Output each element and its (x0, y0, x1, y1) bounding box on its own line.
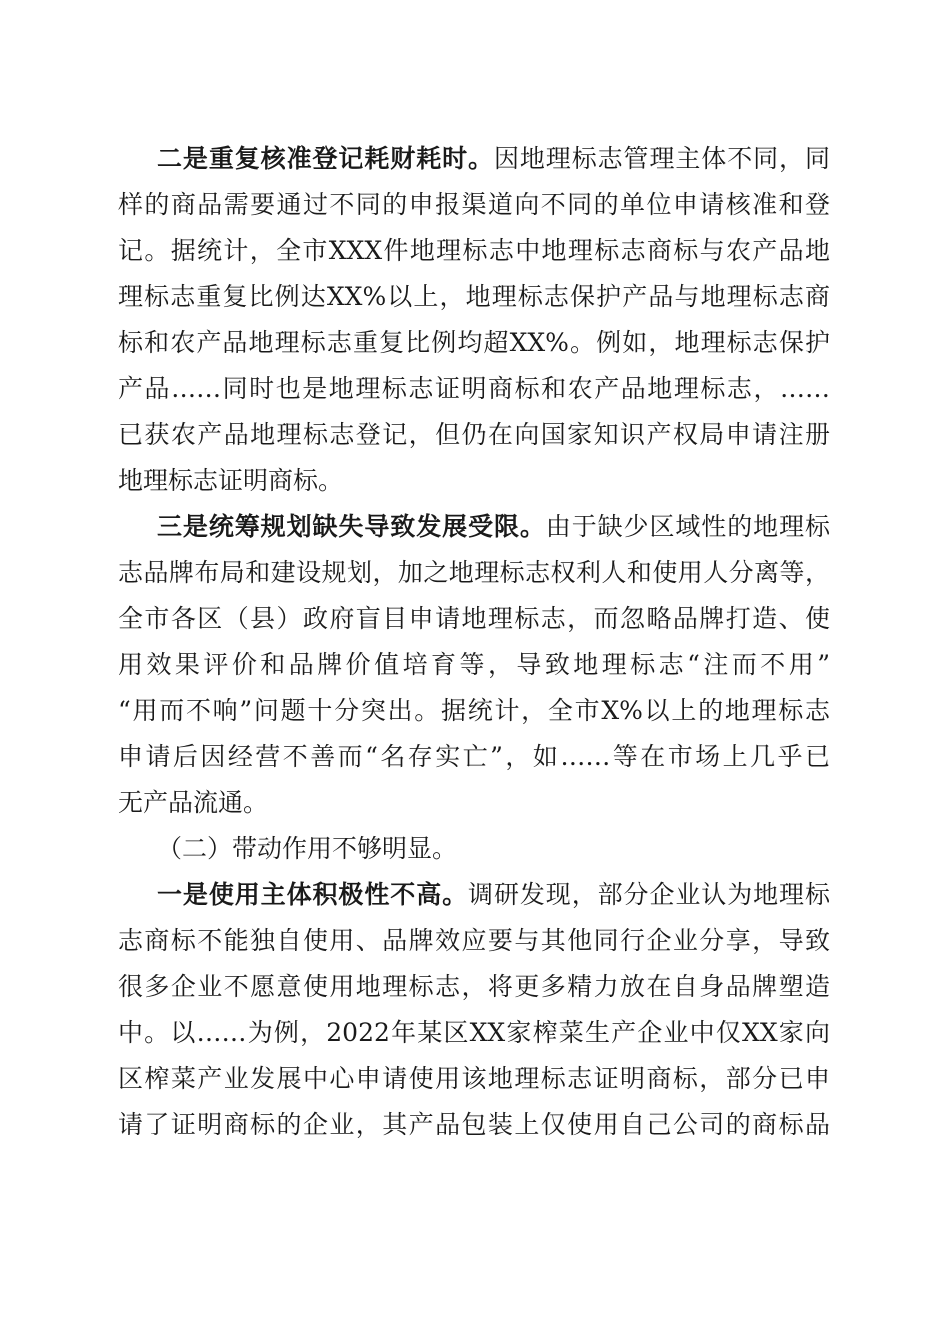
paragraph-line: 二是重复核准登记耗财耗时。因地理标志管理主体不同，同 (157, 144, 830, 173)
paragraph-line: 三是统筹规划缺失导致发展受限。由于缺少区域性的地理标 (157, 512, 830, 541)
paragraph-line: 一是使用主体积极性不高。调研发现，部分企业认为地理标 (157, 880, 830, 909)
paragraph-line: 标和农产品地理标志重复比例均超XX%。例如，地理标志保护 (118, 328, 830, 357)
paragraph-line: 请了证明商标的企业，其产品包装上仅使用自己公司的商标品 (118, 1110, 830, 1139)
paragraph-line: 全市各区（县）政府盲目申请地理标志，而忽略品牌打造、使 (118, 604, 830, 633)
paragraph-line: 志品牌布局和建设规划，加之地理标志权利人和使用人分离等， (118, 558, 830, 587)
paragraph-line: 申请后因经营不善而“名存实亡”，如……等在市场上几乎已 (118, 742, 830, 771)
paragraph-line: 中。以……为例，2022年某区XX家榨菜生产企业中仅XX家向 (118, 1018, 830, 1047)
paragraph-line: 很多企业不愿意使用地理标志，将更多精力放在自身品牌塑造 (118, 972, 830, 1001)
paragraph-line: 理标志重复比例达XX%以上，地理标志保护产品与地理标志商 (118, 282, 830, 311)
paragraph-line: 用效果评价和品牌价值培育等，导致地理标志“注而不用” (118, 650, 830, 679)
section-heading: （二）带动作用不够明显。 (157, 834, 458, 863)
paragraph-line: 区榨菜产业发展中心申请使用该地理标志证明商标，部分已申 (118, 1064, 830, 1093)
paragraph-lead: 三是统筹规划缺失导致发展受限。 (157, 512, 546, 541)
paragraph-line: 地理标志证明商标。 (118, 466, 344, 495)
paragraph-line: 产品……同时也是地理标志证明商标和农产品地理标志，…… (118, 374, 830, 403)
paragraph-line: 已获农产品地理标志登记，但仍在向国家知识产权局申请注册 (118, 420, 830, 449)
paragraph-line: 记。据统计，全市XXX件地理标志中地理标志商标与农产品地 (118, 236, 830, 265)
paragraph-lead: 一是使用主体积极性不高。 (157, 880, 469, 909)
paragraph-line: 无产品流通。 (118, 788, 269, 817)
paragraph-line: 样的商品需要通过不同的申报渠道向不同的单位申请核准和登 (118, 190, 830, 219)
paragraph-line: “用而不响”问题十分突出。据统计，全市X%以上的地理标志 (118, 696, 830, 725)
paragraph-line: 志商标不能独自使用、品牌效应要与其他同行企业分享，导致 (118, 926, 830, 955)
paragraph-lead: 二是重复核准登记耗财耗时。 (157, 144, 494, 173)
